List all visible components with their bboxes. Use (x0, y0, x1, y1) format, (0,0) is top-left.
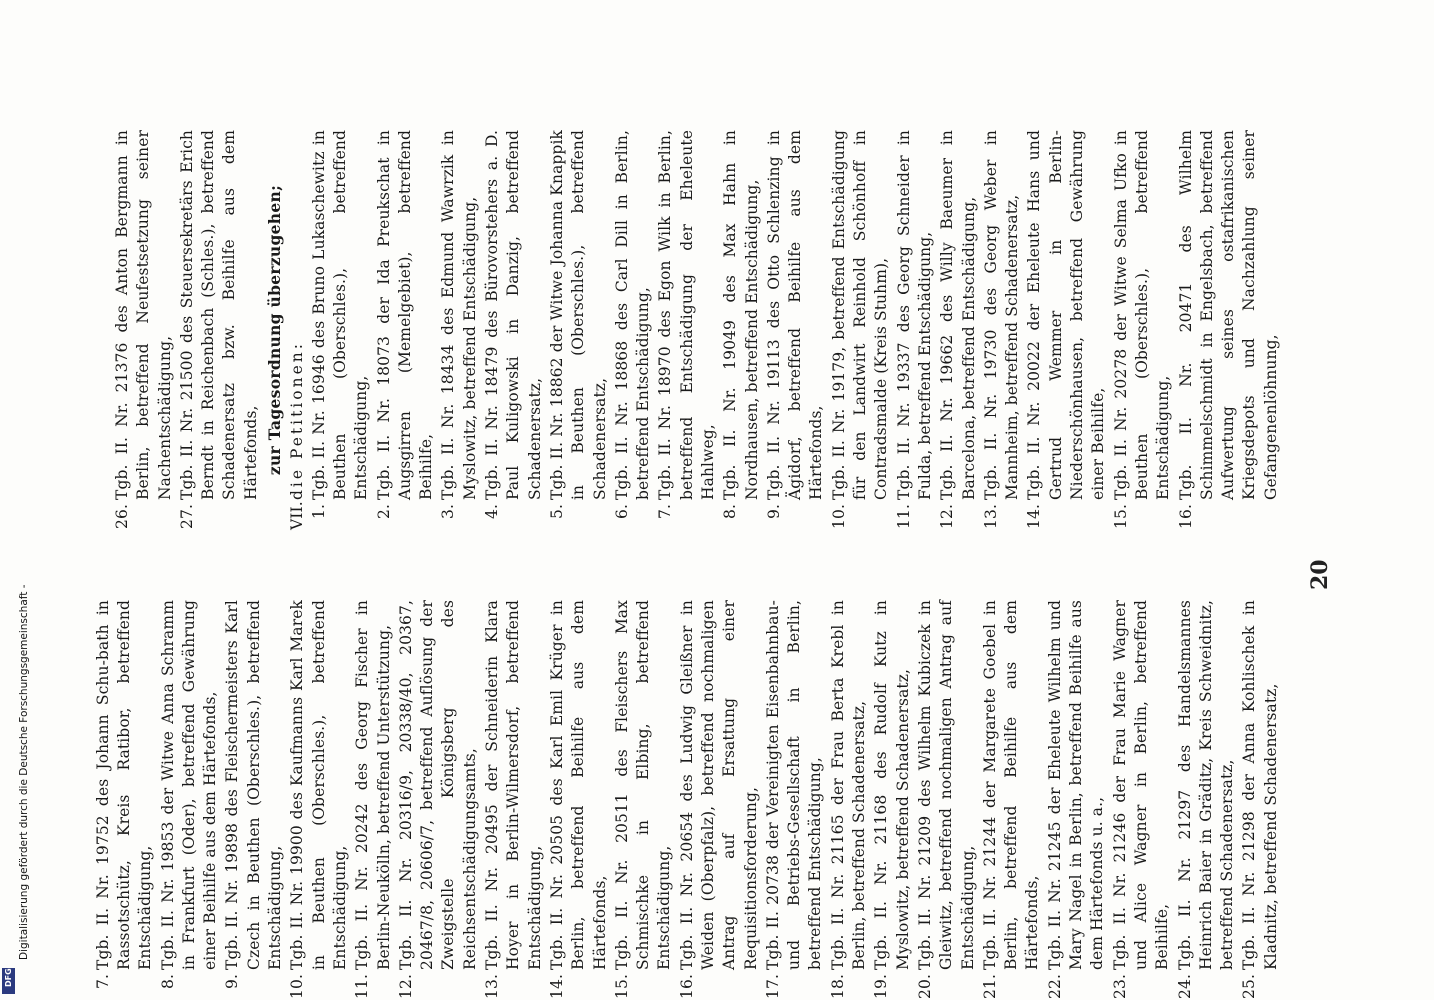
entry-text: Tgb. II. Nr. 18434 des Edmund Wawrzik in Myslowitz, betreffend Entschädigung, (439, 130, 479, 500)
right-entries-list (112, 130, 1283, 530)
entry-number: 4. (483, 504, 502, 519)
entry-number: 13. (483, 974, 502, 999)
right-top-entries (112, 130, 262, 530)
section-vii-number: VII. (288, 501, 307, 530)
entry-number: 14. (1025, 504, 1044, 529)
petition-entry (547, 600, 611, 1000)
entry-number: 8. (158, 974, 177, 989)
entry-text: Tgb. II. Nr. 19049 des Max Hahn in Nordhausen, betreffend Entschädigung, (721, 130, 761, 500)
petition-entry (915, 600, 979, 1000)
entry-text: Tgb. II. Nr. 19337 des Georg Schneider in Fulda, betreffend Entschädigung, (894, 130, 934, 500)
petition-entry (112, 130, 176, 530)
entry-number: 26. (112, 504, 131, 529)
petition-entry (980, 600, 1044, 1000)
petition-entry (981, 130, 1024, 530)
entry-text: Tgb. II. Nr. 16946 des Bruno Lukaschewitz in Beuthen (Oberschles.), betreffend Entschädigung, (309, 130, 371, 500)
petition-entry (828, 600, 871, 1000)
entry-number: 12. (938, 504, 957, 529)
dfg-logo-text: DFG (4, 968, 13, 987)
entry-text: Tgb. II. Nr. 20505 des Karl Emil Krüger in Berlin, betreffend Beihilfe aus dem Härtefonds, (547, 600, 609, 970)
left-entries-list (93, 600, 1283, 1000)
entry-number: 18. (828, 974, 847, 999)
entry-text: Tgb. II. Nr. 21168 des Rudolf Kutz in Myslowitz, betreffend Schadenersatz, (872, 600, 912, 970)
entry-text: Tgb. II. Nr. 19730 des Georg Weber in Mannheim, betreffend Schadenersatz, (981, 130, 1022, 500)
entry-number: 21. (980, 974, 999, 999)
entry-text: Tgb. II. Nr. 19662 des Willy Baeumer in Barcelona, betreffend Entschädigung, (938, 130, 978, 500)
entry-number: 1. (309, 504, 328, 519)
entry-text: Tgb. II. Nr. 21376 des Anton Bergmann in Berlin, betreffend Neufestsetzung seiner Nachentschädigung, (112, 130, 174, 500)
entry-number: 25. (1240, 974, 1259, 999)
petition-entry (547, 130, 611, 530)
entry-number: 11. (353, 974, 372, 999)
entry-number: 8. (721, 504, 740, 519)
petition-entry (1024, 130, 1109, 530)
entry-number: 20. (915, 974, 934, 999)
entry-text: Tgb. II. Nr. 19900 des Kaufmanns Karl Marek in Beuthen (Oberschles.), betreffend Entschädigung, (288, 600, 349, 970)
entry-text: Tgb. II. Nr. 21244 der Margarete Goebel in Berlin, betreffend Beihilfe aus dem Härtefonds, (980, 600, 1042, 970)
petition-entry (871, 600, 914, 1000)
petition-entry (374, 130, 438, 530)
entry-number: 7. (656, 504, 675, 519)
entry-number: 17. (763, 974, 782, 999)
entry-number: 9. (764, 504, 783, 519)
entry-number: 14. (547, 974, 566, 999)
entry-number: 9. (223, 974, 242, 989)
petition-entry (177, 130, 262, 530)
petition-entry (894, 130, 937, 530)
petition-entry (655, 130, 719, 530)
petition-entry (158, 600, 222, 1000)
entry-text: Tgb. II. Nr. 18970 des Egon Wilk in Berlin, betreffend Entschädigung der Eheleute Hahlweg, (656, 130, 717, 500)
right-text-column (112, 130, 1283, 530)
entry-number: 12. (396, 974, 415, 999)
entry-text: Tgb. II. Nr. 20316/9, 20338/40, 20367, 20467/8, 20606/7, betreffend Auflösung der Zweigstelle Königsberg des Reichsentschädigungsamts, (396, 600, 479, 970)
petition-entry (612, 600, 676, 1000)
entry-text: Tgb. II. Nr. 21298 der Anna Kohlischek in Kladnitz, betreffend Schadenersatz, (1240, 600, 1280, 970)
petition-entry (1176, 130, 1282, 530)
entry-text: Tgb. II. Nr. 20495 der Schneiderin Klara Hoyer in Berlin-Wilmersdorf, betreffend Entschädigung, (483, 600, 544, 970)
digitization-credit: Digitalisierung gefördert durch die Deutsche Forschungsgemeinschaft - (18, 584, 30, 960)
entry-number: 10. (288, 974, 307, 999)
entry-number: 5. (547, 504, 566, 519)
entry-text: Tgb. II. Nr. 18862 der Witwe Johanna Knappik in Beuthen (Oberschles.), betreffend Schadenersatz, (547, 130, 609, 500)
entry-text: Tgb. II. Nr. 21246 der Frau Marie Wagner und Alice Wagner in Berlin, betreffend Beihilfe, (1110, 600, 1172, 970)
left-text-column (93, 600, 1283, 1000)
petition-entry (482, 600, 546, 1000)
entry-text: Tgb. II. Nr. 19752 des Johann Schu-bath in Rassotschütz, Kreis Ratibor, betreffend Entschädigung, (93, 600, 155, 970)
section-vii-title: die Petitionen: (288, 341, 307, 500)
rotated-document-page (93, 120, 1355, 1000)
entry-number: 22. (1045, 974, 1064, 999)
petition-entry (720, 130, 763, 530)
entry-text: Tgb. II. Nr. 21500 des Steuersekretärs Erich Berndt in Reichenbach (Schles.), betreffend Schadenersatz bzw. Beihilfe aus dem Härtefonds, (177, 130, 260, 500)
petition-entry (396, 600, 481, 1000)
petition-entry (1239, 600, 1282, 1000)
entry-number: 16. (677, 974, 696, 999)
petition-entry (1175, 600, 1239, 1000)
petition-entry (309, 130, 373, 530)
entry-number: 10. (829, 504, 848, 529)
entry-text: Tgb. II. 20738 der Vereinigten Eisenbahnbau- und Betriebs-Gesellschaft in Berlin, betreffend Entschädigung, (763, 600, 825, 970)
petition-entry (764, 130, 828, 530)
petition-entry (438, 130, 481, 530)
entry-text: Tgb. II. Nr. 19113 des Otto Schlenzing in Ägidorf, betreffend Beihilfe aus dem Härtefonds, (764, 130, 826, 500)
petition-entry (763, 600, 827, 1000)
digitization-footer (0, 0, 30, 1000)
entry-number: 11. (894, 504, 913, 529)
entry-number: 19. (872, 974, 891, 999)
entry-text: Tgb. II. Nr. 21245 der Eheleute Wilhelm und Mary Nagel in Berlin, betreffend Beihilfe aus dem Härtefonds u. a., (1045, 600, 1107, 970)
petition-entry (677, 600, 762, 1000)
entry-number: 2. (374, 504, 393, 519)
entry-number: 15. (1111, 504, 1130, 529)
entry-text: Tgb. II. Nr. 20654 des Ludwig Gleißner in Weiden (Oberpfalz), betreffend nochmaligen Antrag auf Ersattung einer Requisitionsforderung, (677, 600, 760, 970)
petition-entry (1110, 600, 1174, 1000)
entry-text: Tgb. II. Nr. 18479 des Bürovorstehers a. D. Paul Kuligowski in Danzig, betreffend Schadenersatz, (483, 130, 544, 500)
petition-entry (352, 600, 395, 1000)
page-number: 20 (1307, 559, 1333, 590)
petition-entry (937, 130, 980, 530)
petition-entry (222, 600, 286, 1000)
agenda-heading: zur Tagesordnung überzugehen; (265, 184, 285, 476)
entry-text: Tgb. II. Nr. 20242 des Georg Fischer in Berlin-Neukölln, betreffend Unterstützung, (353, 600, 393, 970)
petition-entry (1111, 130, 1175, 530)
entry-number: 3. (439, 504, 458, 519)
entry-text: Tgb. II. Nr. 21165 der Frau Berta Krebl in Berlin, betreffend Schadenersatz, (828, 600, 869, 970)
entry-number: 13. (981, 504, 1000, 529)
petition-entry (1045, 600, 1109, 1000)
petition-entry (829, 130, 893, 530)
entry-text: Tgb. II. Nr. 20471 des Wilhelm Schimmelschmidt in Engelsbach, betreffend Aufwertung seines ostafrikanischen Kriegsdepots und Nachzahlung seiner Gefangenenlöhnung, (1176, 130, 1280, 500)
entry-text: Tgb. II. Nr. 18073 der Ida Preukschat in Augsgirren (Memelgebiet), betreffend Beihilfe, (374, 130, 436, 500)
entry-text: Tgb. II. Nr. 20278 der Witwe Selma Ufko in Beuthen (Oberschles.), betreffend Entschädigung, (1111, 130, 1173, 500)
petition-entry (287, 600, 351, 1000)
entry-text: Tgb. II. Nr. 21209 des Wilhelm Kubiczek in Gleiwitz, betreffend nochmaligen Antrag auf Entschädigung, (915, 600, 977, 970)
entry-number: 7. (93, 974, 112, 989)
entry-number: 6. (612, 504, 631, 519)
entry-text: Tgb. II. Nr. 18868 des Carl Dill in Berlin, betreffend Entschädigung, (612, 130, 653, 500)
petition-entry (482, 130, 546, 530)
entry-number: 27. (177, 504, 196, 529)
petition-entry (93, 600, 157, 1000)
entry-text: Tgb. II. Nr. 21297 des Handelsmannes Heinrich Baier in Gräditz, Kreis Schweidnitz, betreffend Schadenersatz, (1175, 600, 1237, 970)
entry-text: Tgb. II. Nr. 19179, betreffend Entschädigung für den Landwirt Reinhold Schönhoff in Contradsmalde (Kreis Stuhm), (829, 130, 891, 500)
petition-entry (612, 130, 655, 530)
entry-text: Tgb. II. Nr. 19853 der Witwe Anna Schramm in Frankfurt (Oder), betreffend Gewährung einer Beihilfe aus dem Härtefonds, (158, 600, 220, 970)
entry-text: Tgb. II. Nr. 19898 des Fleischermeisters Karl Czech in Beuthen (Oberschles.), betreffend Entschädigung, (223, 600, 285, 970)
entry-text: Tgb. II. Nr. 20022 der Eheleute Hans und Gertrud Wemmer in Berlin-Niederschönhausen, betreffend Gewährung einer Beihilfe, (1025, 130, 1108, 500)
entry-number: 15. (612, 974, 631, 999)
entry-number: 16. (1176, 504, 1195, 529)
entry-number: 24. (1175, 974, 1194, 999)
dfg-logo (2, 968, 15, 994)
entry-number: 23. (1110, 974, 1129, 999)
right-petition-entries (309, 130, 1282, 530)
entry-text: Tgb. II. Nr. 20511 des Fleischers Max Schmischke in Elbing, betreffend Entschädigung, (612, 600, 674, 970)
section-vii (287, 130, 308, 530)
